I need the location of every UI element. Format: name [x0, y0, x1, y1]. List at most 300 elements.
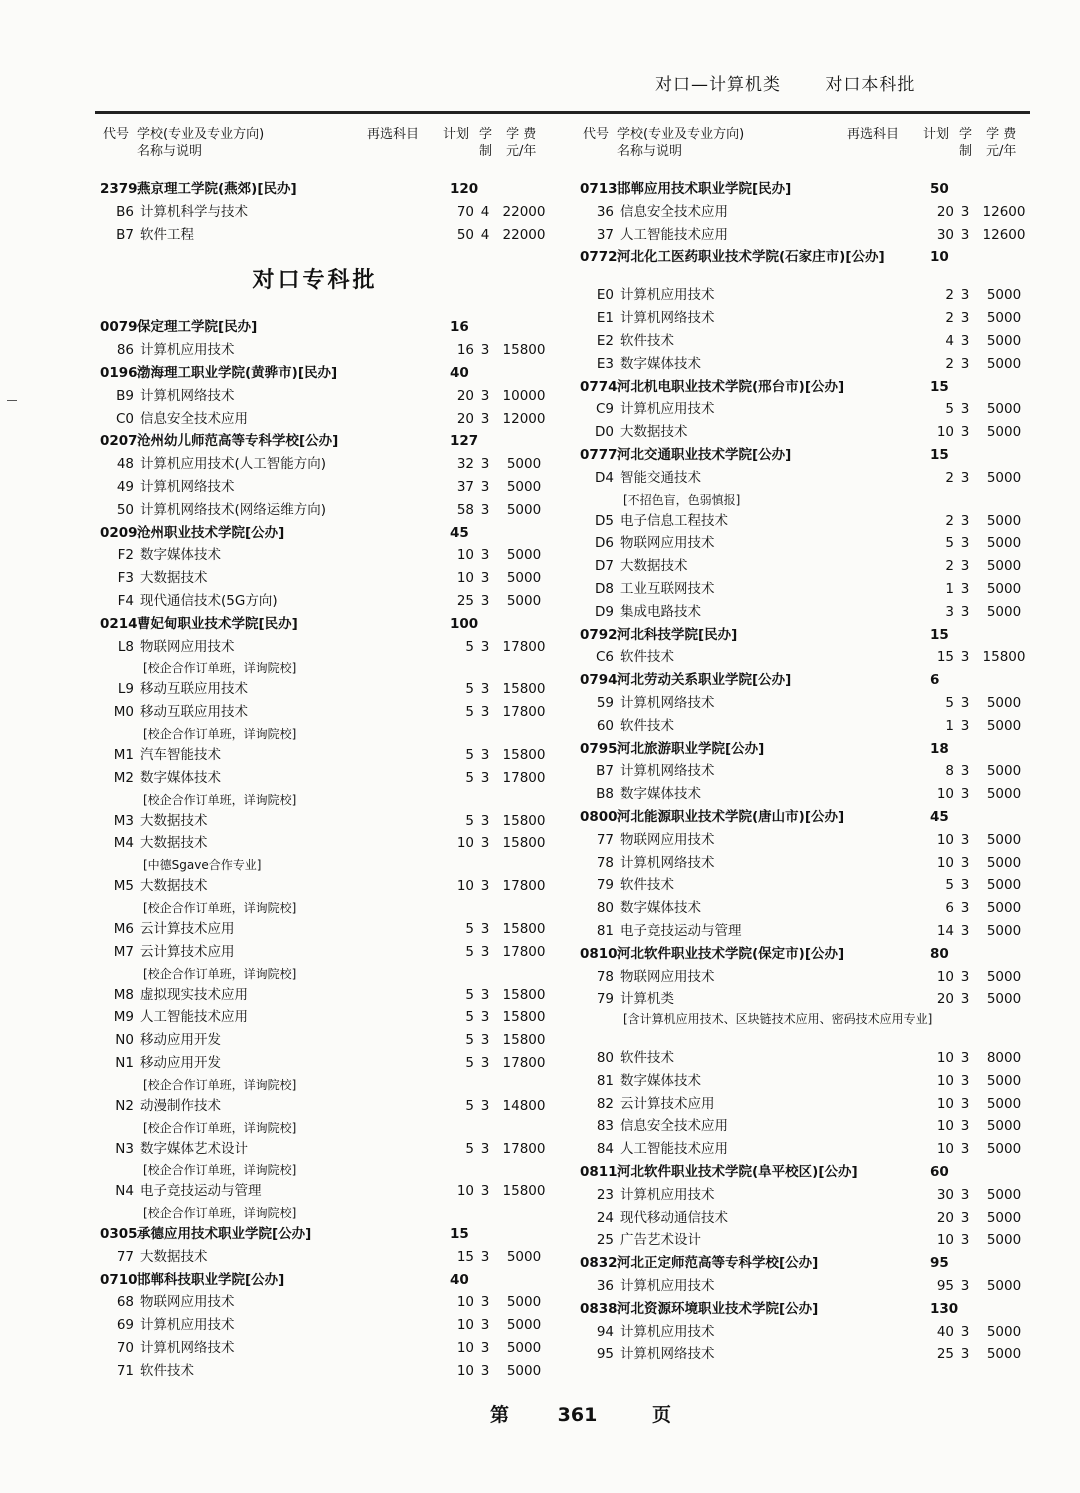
- study-years: 4: [480, 226, 490, 243]
- major-code: 48: [116, 456, 134, 473]
- major-code: B8: [596, 786, 614, 803]
- major-name: 现代移动通信技术: [620, 1209, 728, 1226]
- major-name: 计算机网络技术: [140, 478, 235, 495]
- header-plan: 计划: [923, 127, 950, 142]
- plan-count: 10: [936, 1141, 954, 1158]
- major-row: [100, 1006, 550, 1029]
- plan-count: 5: [465, 1009, 474, 1026]
- school-code: 0810: [580, 945, 618, 962]
- major-name: 物联网应用技术: [620, 831, 715, 848]
- study-years: 3: [960, 1072, 970, 1089]
- major-name: 广告艺术设计: [620, 1232, 701, 1249]
- study-years: 3: [480, 769, 490, 786]
- header-plan: 计划: [443, 127, 470, 142]
- school-name: 河北化工医药职业技术学院(石家庄市)[公办]: [617, 249, 885, 266]
- major-code: M4: [113, 835, 134, 852]
- major-code: D6: [595, 535, 614, 552]
- study-years: 3: [960, 1346, 970, 1363]
- plan-count: 10: [936, 968, 954, 985]
- study-years: 3: [480, 1054, 490, 1071]
- school-row: [580, 624, 1030, 647]
- plan-count: 20: [456, 410, 474, 427]
- major-row: [580, 966, 1030, 989]
- plan-count: 2: [945, 287, 954, 304]
- school-code: 0214: [100, 615, 138, 632]
- school-row: [580, 1161, 1030, 1184]
- study-years: 3: [480, 1294, 490, 1311]
- major-row: [100, 1052, 550, 1075]
- major-row: [580, 601, 1030, 624]
- header-rule: [95, 111, 1030, 114]
- plan-count: 30: [936, 226, 954, 243]
- study-years: 3: [960, 786, 970, 803]
- plan-count: 58: [456, 501, 474, 518]
- major-note: [校企合作订单班，详询院校]: [143, 661, 297, 676]
- school-code: 0207: [100, 433, 138, 450]
- school-name: 河北正定师范高等专科学校[公办]: [617, 1255, 819, 1272]
- tuition-fee: 15800: [502, 986, 546, 1003]
- major-row: [580, 510, 1030, 533]
- study-years: 3: [960, 203, 970, 220]
- study-years: 3: [960, 424, 970, 441]
- study-years: 3: [480, 638, 490, 655]
- tuition-fee: 5000: [986, 968, 1022, 985]
- tuition-fee: 5000: [986, 1346, 1022, 1363]
- tuition-fee: 22000: [502, 226, 546, 243]
- major-row: [100, 701, 550, 724]
- major-name: 计算机网络技术: [620, 854, 715, 871]
- major-row: [580, 421, 1030, 444]
- major-code: B7: [596, 763, 614, 780]
- major-row: [100, 984, 550, 1007]
- plan-count: 32: [456, 456, 474, 473]
- right-rows: [580, 178, 1030, 1366]
- tuition-fee: 5000: [506, 456, 542, 473]
- tuition-fee: 5000: [506, 570, 542, 587]
- page-prefix: 第: [490, 1404, 510, 1426]
- tuition-fee: 5000: [986, 512, 1022, 529]
- tuition-fee: 22000: [502, 203, 546, 220]
- major-name: 移动应用开发: [140, 1054, 221, 1071]
- plan-count: 10: [456, 1183, 474, 1200]
- major-code: N1: [115, 1054, 134, 1071]
- major-name: 计算机网络技术: [620, 763, 715, 780]
- study-years: 3: [960, 558, 970, 575]
- tuition-fee: 15800: [502, 1032, 546, 1049]
- major-name: 软件技术: [620, 332, 674, 349]
- plan-count: 120: [450, 181, 479, 197]
- study-years: 3: [480, 1362, 490, 1379]
- plan-count: 10: [936, 1095, 954, 1112]
- tuition-fee: 12000: [502, 410, 546, 427]
- study-years: 3: [480, 456, 490, 473]
- left-rows: [100, 178, 550, 1383]
- major-note: [校企合作订单班，详询院校]: [143, 1163, 297, 1178]
- major-note: [校企合作订单班，详询院校]: [143, 1077, 297, 1092]
- study-years: 3: [480, 1248, 490, 1265]
- school-name: 沧州职业技术学院[公办]: [137, 524, 285, 541]
- plan-count: 10: [936, 424, 954, 441]
- major-row: [100, 744, 550, 767]
- school-row: [580, 178, 1030, 201]
- major-note: [校企合作订单班，详询院校]: [143, 900, 297, 915]
- header-batch: 对口本科批: [825, 75, 916, 95]
- page-number-value: 361: [557, 1404, 598, 1426]
- major-note: [校企合作订单班，详询院校]: [143, 726, 297, 741]
- study-years: 3: [960, 332, 970, 349]
- plan-count: 45: [930, 808, 949, 825]
- major-code: 81: [596, 922, 614, 939]
- plan-count: 5: [465, 638, 474, 655]
- major-name: 计算机应用技术: [620, 287, 715, 304]
- plan-count: 1: [945, 580, 954, 597]
- study-years: 3: [960, 469, 970, 486]
- major-note: [含计算机应用技术、区块链技术应用、密码技术应用专业]: [623, 1012, 933, 1027]
- major-code: 82: [596, 1095, 614, 1112]
- school-name: 河北机电职业技术学院(邢台市)[公办]: [617, 378, 845, 395]
- major-code: 60: [596, 717, 614, 734]
- major-row: [100, 339, 550, 362]
- major-code: B7: [116, 226, 134, 243]
- tuition-fee: 5000: [986, 854, 1022, 871]
- school-row: [580, 943, 1030, 966]
- major-name: 移动互联应用技术: [140, 681, 248, 698]
- major-name: 人工智能技术应用: [140, 1009, 248, 1026]
- major-row: [100, 224, 550, 247]
- tuition-fee: 5000: [986, 831, 1022, 848]
- major-row: [100, 678, 550, 701]
- major-name: 计算机科学与技术: [140, 203, 248, 220]
- school-row: [100, 1269, 550, 1292]
- school-name: 曹妃甸职业技术学院[民办]: [137, 615, 298, 632]
- major-name: 计算机网络技术: [140, 387, 235, 404]
- major-name: 计算机应用技术: [620, 1323, 715, 1340]
- header-elective: 再选科目: [367, 127, 420, 142]
- tuition-fee: 5000: [986, 877, 1022, 894]
- study-years: 3: [960, 355, 970, 372]
- major-code: 36: [596, 203, 614, 220]
- plan-count: 2: [945, 310, 954, 327]
- tuition-fee: 12600: [982, 203, 1026, 220]
- tuition-fee: 5000: [506, 1294, 542, 1311]
- tuition-fee: 5000: [506, 1340, 542, 1357]
- major-name: 软件技术: [620, 1050, 674, 1067]
- major-name: 软件技术: [620, 649, 674, 666]
- study-years: 3: [960, 900, 970, 917]
- major-row: [100, 1314, 550, 1337]
- plan-count: 5: [465, 943, 474, 960]
- tuition-fee: 17800: [502, 1054, 546, 1071]
- tuition-fee: 5000: [506, 478, 542, 495]
- major-code: 68: [116, 1294, 134, 1311]
- school-code: 0800: [580, 808, 618, 825]
- study-years: 3: [960, 763, 970, 780]
- left-column: [100, 126, 550, 1383]
- plan-count: 130: [930, 1300, 959, 1317]
- plan-count: 10: [456, 547, 474, 564]
- plan-count: 10: [930, 249, 949, 266]
- plan-count: 2: [945, 355, 954, 372]
- plan-count: 14: [936, 922, 954, 939]
- tuition-fee: 17800: [502, 1140, 546, 1157]
- major-code: 69: [116, 1317, 134, 1334]
- major-row: [580, 1184, 1030, 1207]
- plan-count: 10: [936, 854, 954, 871]
- plan-count: 20: [936, 203, 954, 220]
- school-name: 河北软件职业技术学院(阜平校区)[公办]: [617, 1164, 858, 1181]
- major-row: [580, 920, 1030, 943]
- major-code: C9: [595, 401, 614, 418]
- major-code: D5: [595, 512, 614, 529]
- header-name: 学校(专业及专业方向) 名称与说明: [137, 127, 265, 159]
- major-row: [580, 555, 1030, 578]
- major-row: [100, 941, 550, 964]
- plan-count: 6: [930, 672, 940, 689]
- major-name: 软件工程: [140, 226, 194, 243]
- plan-count: 10: [456, 878, 474, 895]
- tuition-fee: 15800: [502, 835, 546, 852]
- tuition-fee: 12600: [982, 226, 1026, 243]
- header-fee: 学 费 元/年: [986, 127, 1017, 159]
- plan-count: 25: [456, 592, 474, 609]
- tuition-fee: 5000: [986, 1323, 1022, 1340]
- school-name: 沧州幼儿师范高等专科学校[公办]: [137, 433, 339, 450]
- plan-count: 10: [456, 1317, 474, 1334]
- major-name: 大数据技术: [620, 558, 688, 575]
- study-years: 3: [960, 854, 970, 871]
- tuition-fee: 5000: [986, 355, 1022, 372]
- page-suffix: 页: [651, 1404, 671, 1426]
- plan-count: 5: [945, 877, 954, 894]
- plan-count: 5: [465, 920, 474, 937]
- school-code: 0772: [580, 249, 618, 266]
- major-code: 79: [596, 991, 614, 1008]
- school-code: 0777: [580, 446, 618, 463]
- school-code: 0209: [100, 524, 138, 541]
- tuition-fee: 17800: [502, 704, 546, 721]
- tuition-fee: 5000: [506, 1248, 542, 1265]
- tuition-fee: 5000: [506, 1362, 542, 1379]
- header-years: 学 制: [479, 127, 493, 159]
- plan-count: 5: [465, 1140, 474, 1157]
- school-row: [100, 316, 550, 339]
- major-row: [580, 692, 1030, 715]
- major-row: [100, 590, 550, 613]
- plan-count: 4: [945, 332, 954, 349]
- section-title: 对口专科批: [252, 268, 378, 294]
- major-row: [100, 1095, 550, 1118]
- major-code: 86: [116, 342, 134, 359]
- study-years: 3: [480, 1009, 490, 1026]
- plan-count: 25: [936, 1346, 954, 1363]
- major-name: 数字媒体技术: [140, 769, 221, 786]
- major-row: [580, 307, 1030, 330]
- plan-count: 8: [945, 763, 954, 780]
- major-row: [100, 767, 550, 790]
- major-name: 云计算技术应用: [620, 1095, 715, 1112]
- plan-count: 18: [930, 740, 949, 757]
- plan-count: 5: [465, 746, 474, 763]
- major-row: [100, 385, 550, 408]
- study-years: 3: [960, 226, 970, 243]
- school-row: [100, 613, 550, 636]
- study-years: 3: [960, 717, 970, 734]
- school-name: 邯郸科技职业学院[公办]: [137, 1271, 285, 1288]
- major-code: D0: [595, 424, 614, 441]
- plan-count: 50: [930, 181, 949, 197]
- plan-count: 70: [456, 203, 474, 220]
- tuition-fee: 15800: [502, 681, 546, 698]
- tuition-fee: 5000: [986, 1141, 1022, 1158]
- major-name: 物联网应用技术: [620, 968, 715, 985]
- major-name: 计算机应用技术: [140, 342, 235, 359]
- major-name: 计算机应用技术: [620, 1278, 715, 1295]
- major-name: 计算机应用技术: [620, 1186, 715, 1203]
- plan-count: 5: [465, 1054, 474, 1071]
- school-code: 0811: [580, 1164, 618, 1181]
- study-years: 3: [960, 1095, 970, 1112]
- major-name: 计算机应用技术: [620, 401, 715, 418]
- plan-count: 20: [456, 387, 474, 404]
- major-row: [580, 1207, 1030, 1230]
- tuition-fee: 17800: [502, 638, 546, 655]
- plan-count: 10: [936, 1118, 954, 1135]
- major-row: [100, 810, 550, 833]
- major-row: [580, 1138, 1030, 1161]
- plan-count: 60: [930, 1164, 949, 1181]
- study-years: 3: [960, 1278, 970, 1295]
- tuition-fee: 5000: [986, 1118, 1022, 1135]
- school-row: [580, 738, 1030, 761]
- plan-count: 16: [456, 342, 474, 359]
- school-code: 0792: [580, 626, 618, 643]
- school-row: [580, 376, 1030, 399]
- plan-count: 15: [930, 378, 949, 395]
- study-years: 3: [960, 1118, 970, 1135]
- major-name: 智能交通技术: [620, 469, 701, 486]
- school-row: [580, 1298, 1030, 1321]
- plan-count: 37: [456, 478, 474, 495]
- major-name: 计算机网络技术: [140, 1340, 235, 1357]
- major-code: 80: [596, 1050, 614, 1067]
- major-name: 软件技术: [620, 717, 674, 734]
- major-name: 动漫制作技术: [140, 1097, 221, 1114]
- major-row: [580, 467, 1030, 490]
- right-column: [580, 126, 1030, 1366]
- major-code: 77: [596, 831, 614, 848]
- major-row: [580, 1047, 1030, 1070]
- header-name: 学校(专业及专业方向) 名称与说明: [617, 127, 745, 159]
- major-name: 计算机网络技术: [620, 310, 715, 327]
- study-years: 3: [480, 1183, 490, 1200]
- header-code: 代号: [103, 127, 130, 142]
- major-name: 物联网应用技术: [620, 535, 715, 552]
- major-row: [100, 636, 550, 659]
- major-row: [100, 476, 550, 499]
- plan-count: 5: [465, 1032, 474, 1049]
- tuition-fee: 5000: [986, 1209, 1022, 1226]
- plan-count: 15: [456, 1248, 474, 1265]
- major-code: M7: [113, 943, 134, 960]
- major-code: E3: [596, 355, 614, 372]
- column-header: [100, 126, 550, 178]
- major-code: M2: [113, 769, 134, 786]
- major-code: 78: [596, 968, 614, 985]
- plan-count: 15: [450, 1226, 469, 1243]
- major-code: 95: [596, 1346, 614, 1363]
- tuition-fee: 5000: [506, 547, 542, 564]
- study-years: 3: [480, 547, 490, 564]
- tuition-fee: 10000: [502, 387, 546, 404]
- tuition-fee: 5000: [986, 717, 1022, 734]
- study-years: 3: [480, 1317, 490, 1334]
- school-name: 河北劳动关系职业学院[公办]: [617, 672, 792, 689]
- major-name: 数字媒体技术: [140, 547, 221, 564]
- study-years: 3: [480, 681, 490, 698]
- tuition-fee: 5000: [986, 401, 1022, 418]
- tuition-fee: 15800: [982, 649, 1026, 666]
- column-header: [580, 126, 1030, 178]
- tuition-fee: 5000: [986, 922, 1022, 939]
- study-years: 3: [480, 920, 490, 937]
- major-name: 数字媒体技术: [620, 1072, 701, 1089]
- plan-count: 5: [945, 694, 954, 711]
- major-code: 83: [596, 1118, 614, 1135]
- running-header: [655, 70, 953, 95]
- study-years: 3: [960, 991, 970, 1008]
- major-row: [580, 1343, 1030, 1366]
- plan-count: 50: [456, 226, 474, 243]
- major-name: 数字媒体技术: [620, 900, 701, 917]
- plan-count: 2: [945, 469, 954, 486]
- major-code: 49: [116, 478, 134, 495]
- school-code: 0774: [580, 378, 618, 395]
- tuition-fee: 5000: [986, 1186, 1022, 1203]
- tuition-fee: 5000: [986, 1232, 1022, 1249]
- major-name: 电子信息工程技术: [620, 512, 728, 529]
- study-years: 3: [480, 704, 490, 721]
- plan-count: 10: [936, 1232, 954, 1249]
- plan-count: 15: [930, 626, 949, 643]
- major-code: 78: [596, 854, 614, 871]
- major-code: F3: [117, 570, 134, 587]
- header-code: 代号: [583, 127, 610, 142]
- major-name: 云计算技术应用: [140, 920, 235, 937]
- major-name: 信息安全技术应用: [140, 410, 248, 427]
- major-name: 云计算技术应用: [140, 943, 235, 960]
- major-name: 大数据技术: [140, 570, 208, 587]
- major-note: [校企合作订单班，详询院校]: [143, 792, 297, 807]
- major-code: E2: [596, 332, 614, 349]
- major-row: [580, 988, 1030, 1011]
- study-years: 3: [960, 1186, 970, 1203]
- major-row: [100, 201, 550, 224]
- tuition-fee: 5000: [986, 900, 1022, 917]
- tuition-fee: 17800: [502, 878, 546, 895]
- study-years: 3: [960, 310, 970, 327]
- plan-count: 5: [465, 986, 474, 1003]
- plan-count: 10: [936, 1050, 954, 1067]
- major-code: N4: [115, 1183, 134, 1200]
- school-code: 0795: [580, 740, 618, 757]
- major-row: [100, 544, 550, 567]
- major-name: 物联网应用技术: [140, 1294, 235, 1311]
- plan-count: 30: [936, 1186, 954, 1203]
- plan-count: 10: [936, 786, 954, 803]
- plan-count: 10: [456, 1294, 474, 1311]
- study-years: 3: [480, 570, 490, 587]
- major-row: [580, 829, 1030, 852]
